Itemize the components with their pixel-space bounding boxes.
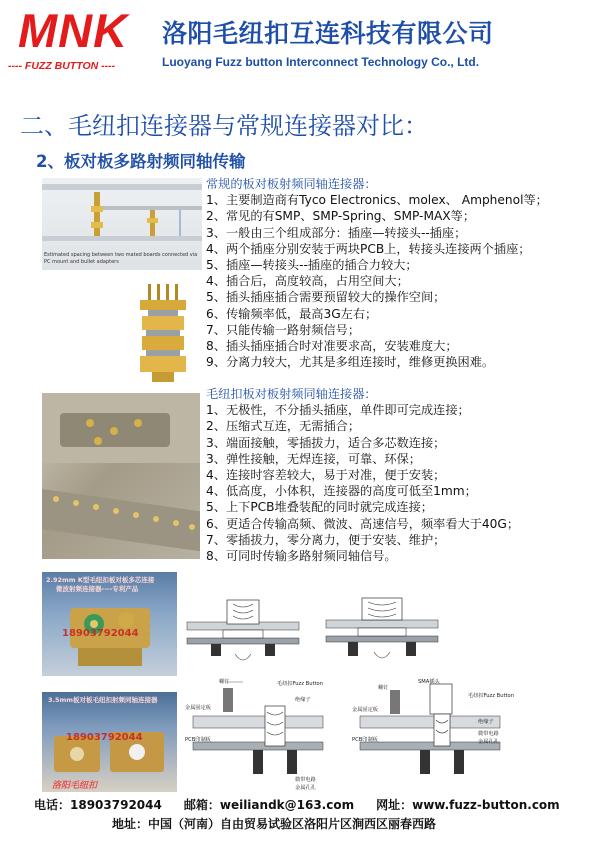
logo-subtitle: ---- FUZZ BUTTON ----	[8, 60, 116, 72]
assembly-diagram-1	[183, 676, 333, 796]
list-item: 4、低高度，小体积，连接器的高度可低至1mm；	[206, 484, 477, 499]
label-metal-hole: 金属孔孔	[295, 785, 316, 791]
contact-line	[34, 796, 560, 813]
list-item: 6、更适合传输高频、微波、高速信号，频率看大于40G；	[206, 516, 520, 531]
list-item: 8、可同时传输多路射频同轴信号。	[206, 549, 397, 564]
address-line: 地址：中国（河南）自由贸易试验区洛阳片区涧西区丽春西路	[112, 817, 437, 831]
list-item: 2、常见的有SMP、SMP-Spring、SMP-MAX等；	[206, 209, 476, 224]
section-title: 2、板对板多路射频同轴传输	[36, 152, 246, 171]
list-item: 6、传输频率低，最高3G左右；	[206, 306, 378, 321]
list-item: 3、端面接触，零插拔力，适合多芯数连接；	[206, 435, 446, 450]
label-fuzz-button: 毛纽扣Fuzz Button	[468, 693, 515, 699]
assembly-diagram-2	[350, 676, 525, 796]
pins-illustration	[120, 282, 202, 386]
list-item: 5、插座—转接头--插座的插合力较大；	[206, 258, 418, 273]
conventional-connector-list	[206, 176, 548, 370]
phone-text: 电话：18903792044	[34, 798, 162, 812]
list-item: 1、无极性，不分插头插座，单件即可完成连接；	[206, 403, 470, 418]
product-title: 3.5mm板对板毛纽扣射频同轴连接器	[48, 696, 158, 704]
cross-section-diagram-2	[322, 592, 442, 672]
website-text[interactable]: 网址：www.fuzz-button.com	[376, 798, 560, 812]
label-microstrip: 微带电路	[478, 731, 499, 737]
email-text[interactable]: 邮箱：weiliandk@163.com	[183, 798, 355, 812]
product-photo-2	[42, 692, 177, 792]
fuzz-button-board-photo	[42, 393, 200, 559]
product-phone-watermark: 18903792044	[66, 732, 143, 743]
company-name-en: Luoyang Fuzz button Interconnect Technology Co., Ltd.	[162, 55, 480, 69]
product-title: 2.92mm K型毛纽扣板对板多芯连接	[46, 576, 155, 584]
label-metal-plate: 金属固定板	[352, 707, 378, 713]
label-insulator: 绝缘子	[295, 697, 311, 703]
list-item: 4、连接时容差较大，易于对准，便于安装；	[206, 468, 446, 483]
label-fuzz-button: 毛纽扣Fuzz Button	[277, 681, 324, 687]
fuzz-button-connector-list	[206, 386, 519, 564]
list-item: 7、零插拔力，零分离力，便于安装、维护；	[206, 532, 446, 547]
cross-section-diagram-1	[183, 592, 303, 672]
diagram-svg	[183, 592, 303, 672]
label-metal-hole: 金属孔孔	[478, 739, 499, 745]
fuzz-heading: 毛纽扣板对板射频同轴连接器：	[206, 387, 377, 401]
label-metal-plate: 金属固定板	[185, 705, 211, 711]
label-pcb: PCB印制板	[185, 737, 211, 743]
brand-watermark: 洛阳毛纽扣	[52, 781, 98, 791]
label-microstrip: 微带电路	[295, 777, 316, 783]
list-item: 9、分离力较大，尤其是多组连接时，维修更换困难。	[206, 355, 495, 370]
list-item: 7、只能传输一路射频信号；	[206, 322, 361, 337]
diagram-svg	[322, 592, 442, 672]
list-item: 5、上下PCB堆叠装配的同时就完成连接；	[206, 500, 433, 515]
list-item: 4、两个插座分别安装于两块PCB上，转接头连接两个插座；	[206, 241, 531, 256]
main-title: 二、毛纽扣连接器与常规连接器对比：	[20, 112, 428, 140]
list-item: 4、插合后，高度较高，占用空间大；	[206, 274, 409, 289]
board-photo-illustration	[42, 393, 200, 559]
list-item: 3、弹性接触，无焊连接，可靠、环保；	[206, 451, 421, 466]
list-item: 2、压缩式互连，无需插合；	[206, 419, 361, 434]
product-illustration	[42, 572, 177, 676]
list-item: 5、插头插座插合需要预留较大的操作空间；	[206, 290, 446, 305]
label-insulator: 绝缘子	[478, 719, 494, 725]
list-item: 8、插头插座插合时对准要求高，安装难度大；	[206, 339, 458, 354]
label-screw: 螺钉	[219, 679, 230, 685]
list-item: 1、主要制造商有Tyco Electronics、molex、 Amphenol等；	[206, 193, 548, 208]
product-phone-watermark: 18903792044	[62, 628, 139, 639]
label-screw: 螺钉	[378, 685, 389, 691]
product-photo-1	[42, 572, 177, 676]
company-name-cn: 洛阳毛纽扣互连科技有限公司	[162, 19, 494, 48]
list-item: 3、一般由三个组成部分：插座—转接头--插座；	[206, 225, 467, 240]
photo-caption: Estimated spacing between two mated boards connected via	[44, 252, 198, 258]
product-title-2: 微波射频连接器----专利产品	[56, 585, 139, 593]
conventional-connector-photo	[42, 178, 202, 270]
logo-mnk: MNK	[18, 4, 129, 57]
connector-pins-photo	[120, 282, 202, 386]
label-sma: SMA插头	[418, 679, 440, 685]
photo-caption-2: PC mount and bullet adapters	[44, 259, 119, 265]
label-pcb: PCB印制板	[352, 737, 378, 743]
conventional-heading: 常规的板对板射频同轴连接器：	[206, 177, 377, 191]
